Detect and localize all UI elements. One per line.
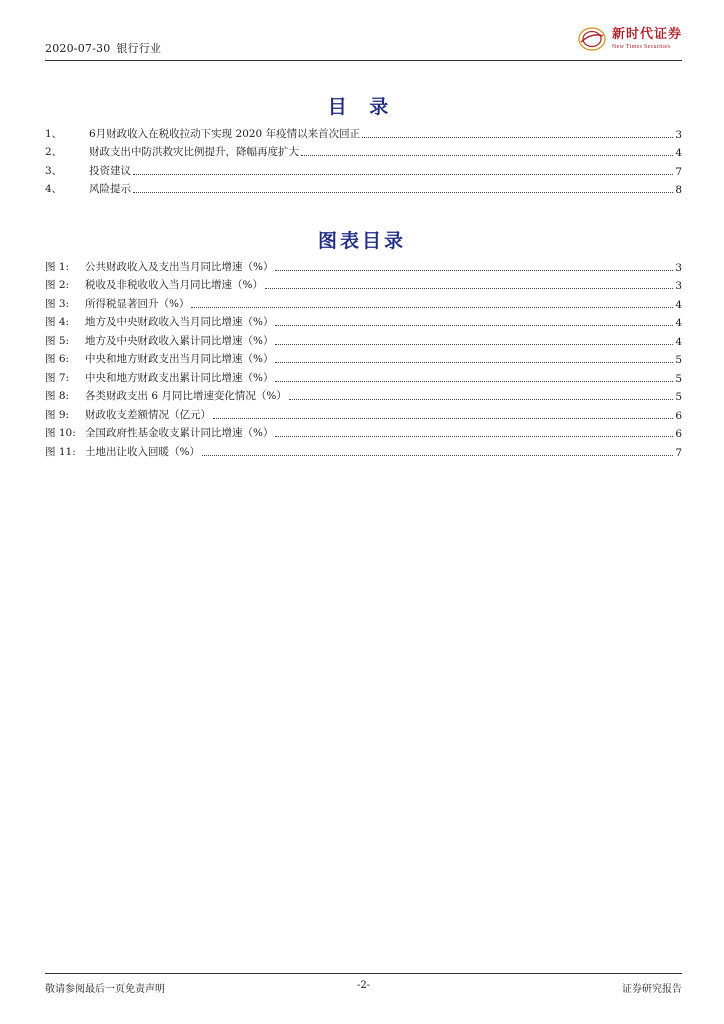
- report-type: 证券研究报告: [622, 984, 682, 995]
- toc-entry[interactable]: [45, 141, 682, 160]
- toc-entry-number: 3、: [45, 164, 63, 177]
- toc-entry-page: 4: [675, 147, 682, 159]
- toc-entry-page: 7: [675, 165, 682, 178]
- dot-leader: [191, 307, 673, 308]
- figure-entry-title: 所得税显著回升（%）: [85, 297, 190, 310]
- dot-leader: [275, 436, 673, 437]
- dot-leader: [275, 270, 673, 271]
- dot-leader: [133, 192, 673, 193]
- figure-entry-page: 5: [675, 391, 682, 403]
- dot-leader: [275, 381, 673, 382]
- figure-entry-number: 图 2:: [45, 279, 70, 291]
- list-of-figures: [45, 255, 682, 459]
- figure-entry-number: 图 3:: [45, 297, 70, 310]
- dot-leader: [289, 399, 673, 400]
- toc-entry-title: 财政支出中防洪救灾比例提升，降幅再度扩大: [89, 146, 299, 158]
- figure-entry[interactable]: [45, 385, 682, 404]
- figure-entry-title: 地方及中央财政收入当月同比增速（%）: [85, 316, 274, 328]
- figure-entry[interactable]: [45, 422, 682, 441]
- figure-entry-title: 公共财政收入及支出当月同比增速（%）: [85, 260, 274, 273]
- table-of-contents: [45, 122, 682, 196]
- figure-entry-number: 图 11:: [45, 445, 76, 458]
- figure-entry[interactable]: [45, 255, 682, 274]
- figure-entry-number: 图 4:: [45, 316, 70, 328]
- figure-entry[interactable]: [45, 348, 682, 367]
- figure-entry-title: 中央和地方财政支出当月同比增速（%）: [85, 353, 274, 365]
- toc-entry[interactable]: [45, 122, 682, 141]
- dot-leader: [362, 137, 673, 138]
- disclaimer-note: 敬请参阅最后一页免责声明: [45, 984, 165, 995]
- dot-leader: [202, 455, 673, 456]
- figure-entry-page: 4: [675, 317, 682, 329]
- figure-entry-title: 中央和地方财政支出累计同比增速（%）: [85, 371, 274, 384]
- dot-leader: [301, 155, 673, 156]
- logo-mark-icon: [577, 26, 607, 52]
- figure-entry-title: 地方及中央财政收入累计同比增速（%）: [85, 334, 274, 347]
- header-left: [45, 40, 161, 56]
- figure-entry-number: 图 10:: [45, 427, 76, 439]
- toc-entry-page: 8: [675, 184, 682, 196]
- industry-label: 银行行业: [116, 42, 162, 55]
- figure-entry-page: 6: [675, 409, 682, 422]
- figure-entry-page: 4: [675, 335, 682, 348]
- logo-chinese-name: 新时代证券: [611, 27, 682, 42]
- company-logo: [577, 24, 682, 54]
- figure-entry-page: 3: [675, 280, 682, 292]
- page-number: -2-: [356, 980, 371, 991]
- toc-entry[interactable]: [45, 178, 682, 197]
- figure-entry-number: 图 9:: [45, 408, 70, 421]
- report-date: 2020-07-30: [45, 42, 111, 55]
- toc-title: 目 录: [327, 96, 397, 118]
- list-of-figures-title: 图表目录: [317, 230, 406, 252]
- figure-entry-title: 财政收支差额情况（亿元）: [85, 408, 211, 421]
- dot-leader: [275, 362, 673, 363]
- figure-entry-page: 5: [675, 354, 682, 366]
- figure-entry-page: 4: [675, 298, 682, 311]
- figure-entry[interactable]: [45, 366, 682, 385]
- toc-entry-number: 2、: [45, 146, 63, 158]
- figure-entry[interactable]: [45, 274, 682, 293]
- figure-entry-title: 全国政府性基金收支累计同比增速（%）: [85, 427, 274, 439]
- figure-entry-page: 3: [675, 261, 682, 274]
- dot-leader: [275, 344, 673, 345]
- toc-entry-title: 6月财政收入在税收拉动下实现 2020 年疫情以来首次回正: [89, 127, 361, 140]
- toc-entry-number: 4、: [45, 183, 63, 195]
- page-footer: [45, 973, 682, 1000]
- toc-entry-number: 1、: [45, 127, 63, 140]
- page-header: [45, 22, 682, 61]
- figure-entry-number: 图 6:: [45, 353, 70, 365]
- figure-entry[interactable]: [45, 311, 682, 330]
- toc-entry[interactable]: [45, 159, 682, 178]
- figure-entry-title: 各类财政支出 6 月同比增速变化情况（%）: [85, 390, 287, 402]
- logo-english-name: New Times Securities: [611, 44, 671, 50]
- figure-entry-number: 图 1:: [45, 260, 70, 273]
- figure-entry-number: 图 5:: [45, 334, 70, 347]
- toc-entry-title: 投资建议: [89, 164, 131, 177]
- figure-entry-page: 5: [675, 372, 682, 385]
- figure-entry[interactable]: [45, 292, 682, 311]
- toc-entry-title: 风险提示: [89, 183, 131, 195]
- figure-entry-page: 6: [675, 428, 682, 440]
- figure-entry-title: 土地出让收入回暖（%）: [85, 445, 200, 458]
- figure-entry[interactable]: [45, 403, 682, 422]
- dot-leader: [275, 325, 673, 326]
- figure-entry-title: 税收及非税收收入当月同比增速（%）: [85, 279, 263, 291]
- figure-entry-number: 图 8:: [45, 390, 70, 402]
- figure-entry[interactable]: [45, 329, 682, 348]
- dot-leader: [133, 174, 673, 175]
- dot-leader: [213, 418, 673, 419]
- toc-entry-page: 3: [675, 128, 682, 141]
- figure-entry[interactable]: [45, 440, 682, 459]
- figure-entry-number: 图 7:: [45, 371, 70, 384]
- dot-leader: [265, 288, 673, 289]
- figure-entry-page: 7: [675, 446, 682, 459]
